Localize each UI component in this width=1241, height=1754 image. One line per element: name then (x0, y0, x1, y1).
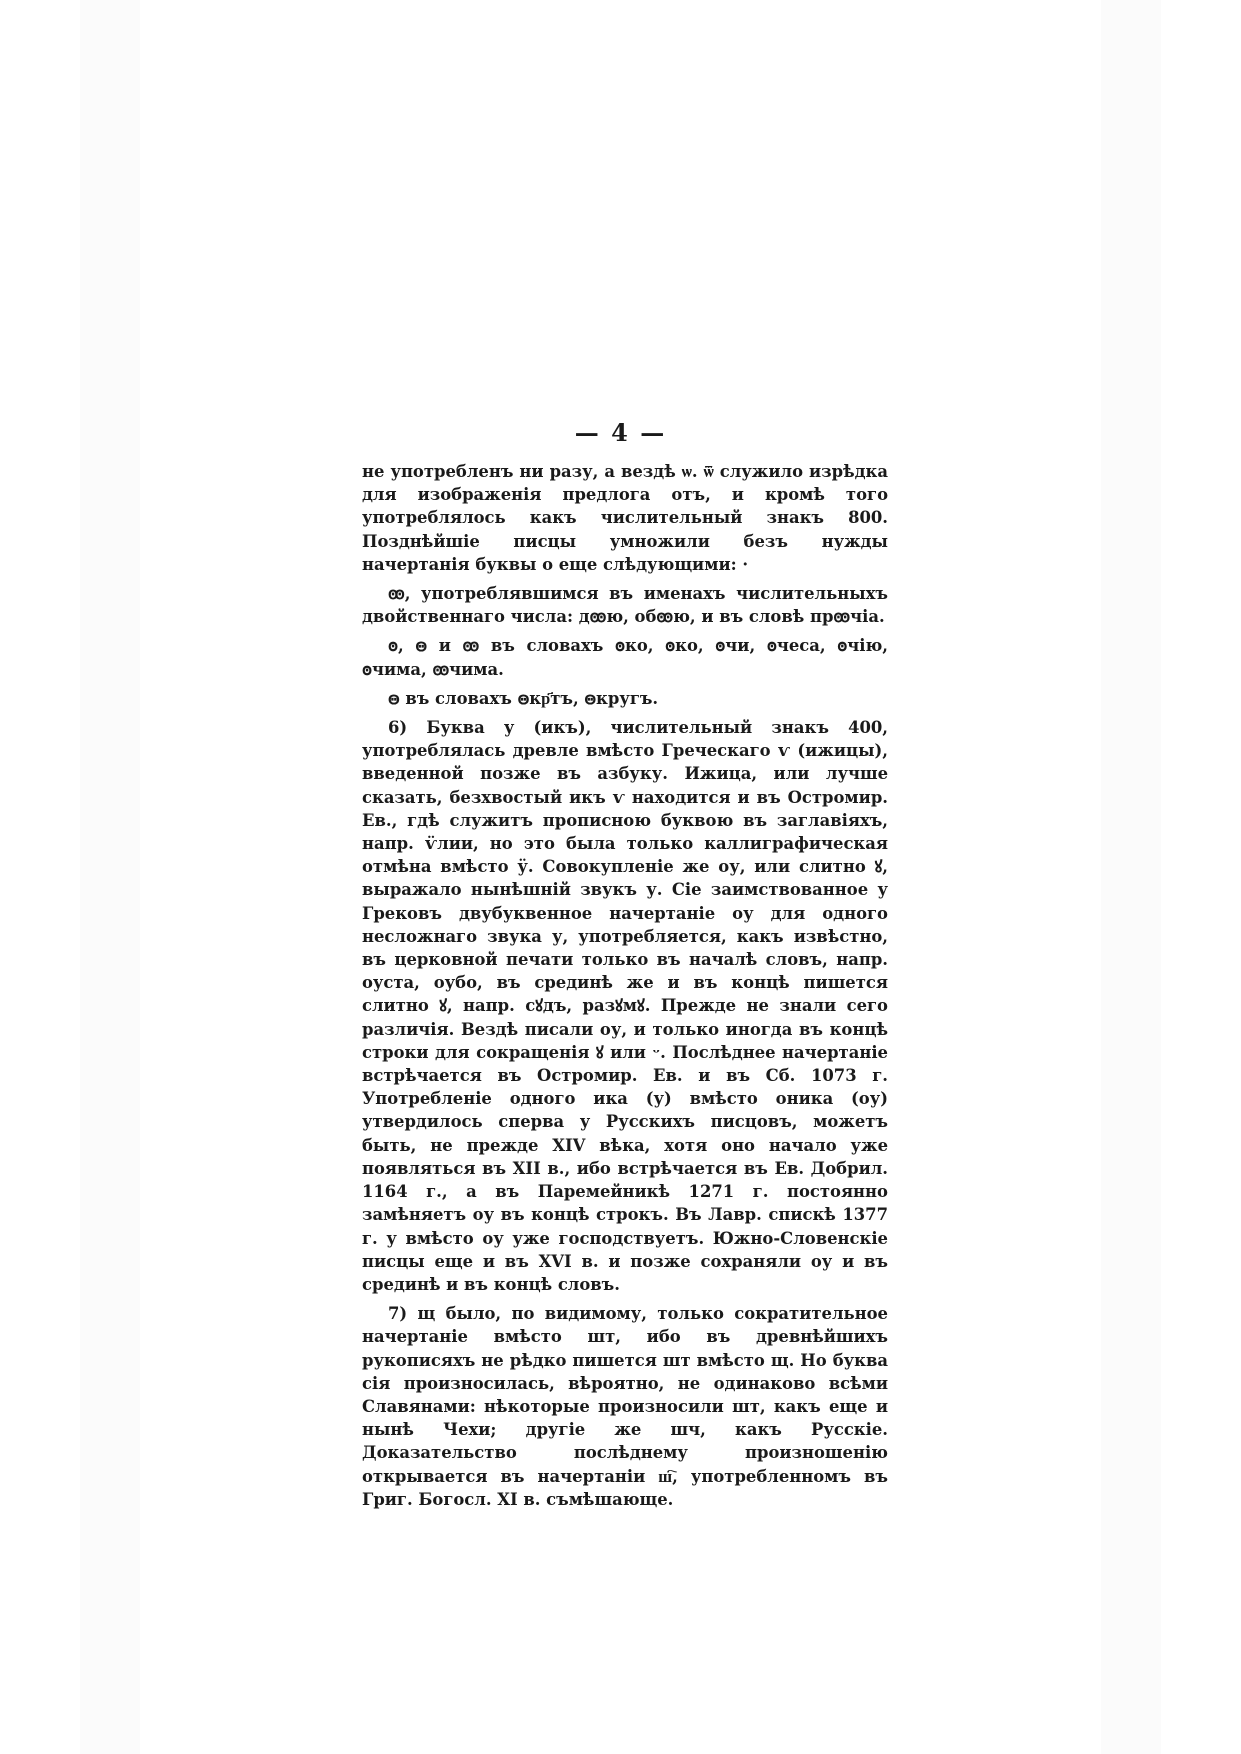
scan-margin-left (80, 0, 140, 1754)
paragraph-1: не употребленъ ни разу, а вездѣ ѡ. ѿ служило изрѣдка для изображенія предлога отъ, и кромѣ того употреблялось какъ числительный знакъ 800. Позднѣйшіе писцы умножили безъ нужды начертанія буквы о еще слѣдующими: · (362, 462, 888, 574)
paragraph-5: 6) Буква у (икъ), числительный знакъ 400, употреблялась древле вмѣсто Греческаго ѵ (ижицы), введенной позже въ азбуку. Ижица, или лучше сказать, безхвостый икъ ѵ находится и въ Остромир. Ев., гдѣ служитъ прописною буквою въ заглавіяхъ, напр. ѵ̈лии, но это была только каллиграфическая отмѣна вмѣсто ӱ. Совокупленіе же оу, или слитно ꙋ, выражало нынѣшній звукъ у. Сіе заимствованное у Грековъ двубуквенное начертаніе оу для одного несложнаго звука у, употребляется, какъ извѣстно, въ церковной печати только въ началѣ словъ, напр. оуста, оубо, въ срединѣ же и въ концѣ пишется слитно ꙋ, напр. сꙋдъ, разꙋмꙋ. Прежде не знали сего различія. Вездѣ писали оу, и только иногда въ концѣ строки для сокращенія ꙋ или ᵕ. Послѣднее начертаніе встрѣчается въ Остромир. Ев. и въ Сб. 1073 г. Употребленіе одного ика (у) вмѣсто оника (оу) утвердилось сперва у Русскихъ писцовъ, можетъ быть, не прежде XIV вѣка, хотя оно начало уже появляться въ XII в., ибо встрѣчается въ Ев. Добрил. 1164 г., а въ Паремейникѣ 1271 г. постоянно замѣняетъ оу въ концѣ строкъ. Въ Лавр. спискѣ 1377 г. у вмѣсто оу уже господствуетъ. Южно-Словенскіе писцы еще и въ XVI в. и позже сохраняли оу и въ срединѣ и въ концѣ словъ. (362, 718, 888, 1294)
page-number: — 4 — (574, 418, 667, 447)
paragraph-2: ꙭ, употреблявшимся въ именахъ числительныхъ двойственнаго числа: дꙭю, обꙭю, и въ словѣ прꙭчіа. (362, 584, 888, 627)
scan-margin-right (1101, 0, 1161, 1754)
paragraph-3: ꙩ, ꙫ и ꙭ въ словахъ ꙩко, ꙩко, ꙩчи, ꙩчеса, ꙩчію, ꙩчима, ꙭчима. (362, 636, 888, 679)
paragraph-4: ꙫ въ словахъ ꙫкр҃тъ, ꙫкругъ. (388, 688, 659, 708)
paragraph-6: 7) щ было, по видимому, только сократительное начертаніе вмѣсто шт, ибо въ древнѣйшихъ рукописяхъ не рѣдко пишется шт вмѣсто щ. Но буква сія произносилась, вѣроятно, не одинаково всѣми Славянами: нѣкоторые произносили шт, какъ еще и нынѣ Чехи; другіе же шч, какъ Русскіе. Доказательство послѣднему произношенію открывается въ начертаніи ш҇, употребленномъ въ Григ. Богосл. XI в. съмѣшающе. (362, 1304, 888, 1509)
body-text (362, 460, 888, 1517)
